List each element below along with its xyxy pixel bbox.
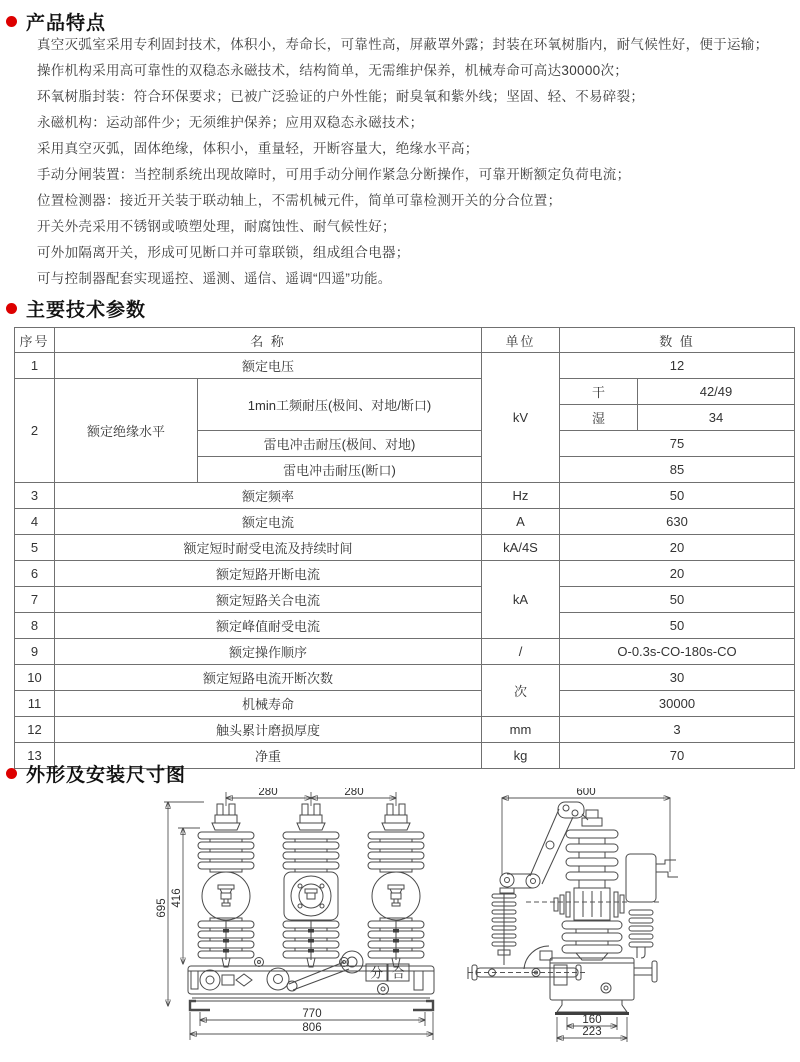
table-row xyxy=(15,561,795,587)
feature-item: 开关外壳采用不锈钢或喷塑处理，耐腐蚀性、耐气候性好； xyxy=(37,219,396,234)
cell-r9-unit: / xyxy=(482,639,560,665)
cell-r6-unit: kA xyxy=(482,561,560,639)
dim-overall-width: 806 xyxy=(302,1022,322,1034)
cell-r2-wet-value: 34 xyxy=(638,405,795,431)
table-row xyxy=(15,639,795,665)
cell-r9-value: O-0.3s-CO-180s-CO xyxy=(560,639,795,665)
main-insulator-column xyxy=(526,810,662,960)
cell-r2-lightning-phase: 雷电冲击耐压(极间、对地) xyxy=(198,431,482,457)
cell-r13-value: 70 xyxy=(560,743,795,769)
cell-r11-no: 11 xyxy=(15,691,55,717)
table-row xyxy=(15,665,795,691)
cell-r1-unit: kV xyxy=(482,353,560,483)
cell-r1-name: 额定电压 xyxy=(55,353,482,379)
features-heading xyxy=(6,8,106,35)
cell-r6-value: 20 xyxy=(560,561,795,587)
cell-r4-name: 额定电流 xyxy=(55,509,482,535)
cell-r5-no: 5 xyxy=(15,535,55,561)
cell-r3-no: 3 xyxy=(15,483,55,509)
table-row xyxy=(15,379,795,405)
cell-r2-no: 2 xyxy=(15,379,55,483)
cell-r2-name: 额定绝缘水平 xyxy=(55,379,198,483)
cell-r6-no: 6 xyxy=(15,561,55,587)
cell-r1-no: 1 xyxy=(15,353,55,379)
cell-r4-unit: A xyxy=(482,509,560,535)
cell-r12-value: 3 xyxy=(560,717,795,743)
cell-r10-value: 30 xyxy=(560,665,795,691)
auxiliary-insulator xyxy=(492,893,516,965)
parameters-table xyxy=(14,327,795,769)
cell-r3-unit: Hz xyxy=(482,483,560,509)
cell-r11-name: 机械寿命 xyxy=(55,691,482,717)
cell-r12-unit: mm xyxy=(482,717,560,743)
front-view-drawing xyxy=(156,788,456,1050)
cell-r5-unit: kA/4S xyxy=(482,535,560,561)
dim-total-height: 695 xyxy=(156,898,168,918)
cell-r4-no: 4 xyxy=(15,509,55,535)
feature-item: 手动分闸装置：当控制系统出现故障时，可用手动分闸作紧急分断操作，可靠开断额定负荷电流； xyxy=(37,167,631,182)
dim-pole-pitch-left: 280 xyxy=(258,788,278,798)
cell-r13-name: 净重 xyxy=(55,743,482,769)
cell-r13-unit: kg xyxy=(482,743,560,769)
cell-r2-dry-label: 干 xyxy=(560,379,638,405)
dimensions-heading xyxy=(6,760,186,787)
cell-r3-value: 50 xyxy=(560,483,795,509)
cell-r13-no: 13 xyxy=(15,743,55,769)
table-row xyxy=(15,483,795,509)
cell-r10-no: 10 xyxy=(15,665,55,691)
table-header-row xyxy=(15,328,795,353)
feature-item: 采用真空灭弧，固体绝缘，体积小，重量轻，开断容量大，绝缘水平高； xyxy=(37,141,479,156)
feature-item: 真空灭弧室采用专利固封技术，体积小，寿命长，可靠性高，屏蔽罩外露；封装在环氧树脂内，耐气候性好，便于运输； xyxy=(37,37,769,52)
indicator-open-label: 分 xyxy=(369,965,384,981)
cell-r7-value: 50 xyxy=(560,587,795,613)
header-name: 名 称 xyxy=(55,328,482,353)
header-no: 序号 xyxy=(15,328,55,353)
cell-r2-lightning-break-value: 85 xyxy=(560,457,795,483)
feature-item: 环氧树脂封装：符合环保要求；已被广泛验证的户外性能；耐臭氧和紫外线；坚固、轻、不易碎裂； xyxy=(37,89,645,104)
cell-r8-value: 50 xyxy=(560,613,795,639)
table-row xyxy=(15,613,795,639)
red-bullet-icon xyxy=(6,768,17,779)
cell-r2-power-freq: 1min工频耐压(极间、对地/断口) xyxy=(198,379,482,431)
features-heading-text: 产品特点 xyxy=(26,13,107,34)
feature-list xyxy=(37,32,768,292)
table-row xyxy=(15,717,795,743)
table-row xyxy=(15,535,795,561)
table-row xyxy=(15,353,795,379)
feature-item: 操作机构采用高可靠性的双稳态永磁技术，结构简单，无需维护保养，机械寿命可高达30000次； xyxy=(37,63,629,78)
table-row xyxy=(15,509,795,535)
cell-r3-name: 额定频率 xyxy=(55,483,482,509)
cell-r11-value: 30000 xyxy=(560,691,795,717)
cell-r2-lightning-phase-value: 75 xyxy=(560,431,795,457)
table-row xyxy=(15,691,795,717)
header-value: 数 值 xyxy=(560,328,795,353)
cell-r12-name: 触头累计磨损厚度 xyxy=(55,717,482,743)
dimensions-heading-text: 外形及安装尺寸图 xyxy=(26,765,187,786)
cell-r8-name: 额定峰值耐受电流 xyxy=(55,613,482,639)
cell-r1-value: 12 xyxy=(560,353,795,379)
base-housing xyxy=(550,958,657,1015)
cell-r10-unit: 次 xyxy=(482,665,560,717)
dim-pole-height: 416 xyxy=(171,888,183,908)
dim-base-inner-width: 160 xyxy=(582,1014,602,1026)
feature-item: 可与控制器配套实现遥控、遥测、遥信、遥调“四遥”功能。 xyxy=(37,271,392,286)
side-view-drawing xyxy=(462,788,762,1050)
cell-r6-name: 额定短路开断电流 xyxy=(55,561,482,587)
cell-r2-dry-value: 42/49 xyxy=(638,379,795,405)
cell-r5-name: 额定短时耐受电流及持续时间 xyxy=(55,535,482,561)
indicator-close-label: 合 xyxy=(391,965,406,981)
pole-center xyxy=(283,804,339,967)
header-unit: 单位 xyxy=(482,328,560,353)
red-bullet-icon xyxy=(6,303,17,314)
feature-item: 永磁机构：运动部件少；无须维护保养；应用双稳态永磁技术； xyxy=(37,115,424,130)
parameters-heading xyxy=(6,295,146,322)
cell-r5-value: 20 xyxy=(560,535,795,561)
dim-base-outer-width: 223 xyxy=(582,1026,602,1038)
red-bullet-icon xyxy=(6,16,17,27)
cell-r2-lightning-break: 雷电冲击耐压(断口) xyxy=(198,457,482,483)
cell-r12-no: 12 xyxy=(15,717,55,743)
pole-left xyxy=(198,804,254,967)
dim-mounting-width: 770 xyxy=(302,1008,322,1020)
cell-r4-value: 630 xyxy=(560,509,795,535)
cell-r10-name: 额定短路电流开断次数 xyxy=(55,665,482,691)
feature-item: 可外加隔离开关，形成可见断口并可靠联锁，组成组合电器； xyxy=(37,245,410,260)
cell-r7-name: 额定短路关合电流 xyxy=(55,587,482,613)
cell-r9-name: 额定操作顺序 xyxy=(55,639,482,665)
cell-r7-no: 7 xyxy=(15,587,55,613)
cell-r9-no: 9 xyxy=(15,639,55,665)
cell-r2-wet-label: 湿 xyxy=(560,405,638,431)
cell-r8-no: 8 xyxy=(15,613,55,639)
feature-item: 位置检测器：接近开关装于联动轴上，不需机械元件，简单可靠检测开关的分合位置； xyxy=(37,193,562,208)
manual-trip-lever xyxy=(500,802,588,893)
pole-right xyxy=(368,804,424,967)
parameters-heading-text: 主要技术参数 xyxy=(26,300,147,321)
dim-pole-pitch-right: 280 xyxy=(344,788,364,798)
table-row xyxy=(15,587,795,613)
dim-overall-width: 600 xyxy=(576,788,596,798)
